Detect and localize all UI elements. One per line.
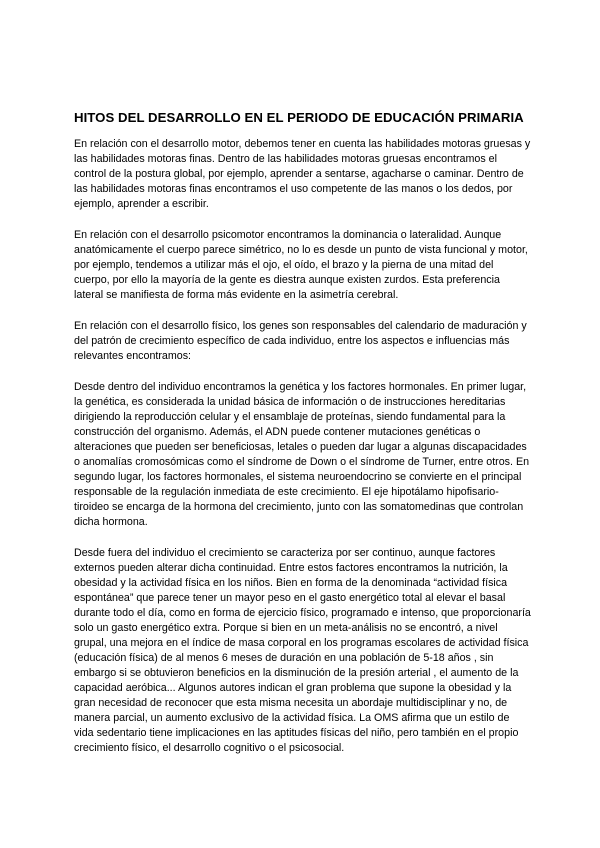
document-title: HITOS DEL DESARROLLO EN EL PERIODO DE EDUCACIÓN PRIMARIA bbox=[74, 110, 524, 125]
paragraph-physical-development: En relación con el desarrollo físico, los genes son responsables del calendario de maduración y del patrón de crecimiento específico de cada individuo, entre los aspectos e influencias más relevantes encontramos: bbox=[74, 320, 527, 362]
paragraph-motor-development: En relación con el desarrollo motor, debemos tener en cuenta las habilidades motoras gruesas y las habilidades motoras finas. Dentro de las habilidades motoras gruesas encontramos el control de la postura global, por ejemplo, aprender a sentarse, agacharse o caminar. Dentro de las habilidades motoras finas encontramos el uso competente de las manos o los dedos, por ejemplo, aprender a escribir. bbox=[74, 138, 531, 210]
document-body bbox=[74, 137, 532, 772]
paragraph-psychomotor-development: En relación con el desarrollo psicomotor encontramos la dominancia o lateralidad. Aunque anatómicamente el cuerpo parece simétrico, no lo es desde un punto de vista funcional y motor, por ejemplo, tendemos a utilizar más el ojo, el oído, el brazo y la pierna de una mitad del cuerpo, por ello la mayoría de la gente es diestra aunque existen zurdos. Esta preferencia lateral se manifiesta de forma más evidente en la asimetría cerebral. bbox=[74, 229, 528, 301]
paragraph-external-factors: Desde fuera del individuo el crecimiento se caracteriza por ser continuo, aunque factores externos pueden alterar dicha continuidad. Entre estos factores encontramos la nutrición, la obesidad y la actividad física en los niños. Bien en forma de la denominada “actividad física espontánea” que parece tener un mayor peso en el gasto energético total al elevar el basal durante todo el día, como en forma de ejercicio físico, programado e intenso, que proporcionaría solo un gasto energético extra. Porque si bien en un meta-análisis no se encontró, a nivel grupal, una mejora en el índice de masa corporal en los programas escolares de actividad física (educación física) de al menos 6 meses de duración en una población de 5-18 años , sin embargo si se obtuvieron beneficios en la disminución de la presión arterial , el aumento de la capacidad aeróbica... Algunos autores indican el gran problema que supone la obesidad y la gran necesidad de reconocer que esta misma necesita un abordaje multidisciplinar y no, de manera parcial, un aumento exclusivo de la actividad física. La OMS afirma que un estilo de vida sedentario tiene implicaciones en las aptitudes físicas del niño, pero también en el propio crecimiento físico, el desarrollo cognitivo o el psicosocial. bbox=[74, 547, 531, 754]
paragraph-internal-factors: Desde dentro del individuo encontramos la genética y los factores hormonales. En primer lugar, la genética, es considerada la unidad básica de información o de instrucciones hereditarias dirigiendo la reproducción celular y el ensamblaje de proteínas, siendo fundamental para la construcción del organismo. Además, el ADN puede contener mutaciones genéticas o alteraciones que pueden ser beneficiosas, letales o pueden dar lugar a algunas discapacidades o anomalías cromosómicas como el síndrome de Down o el síndrome de Turner, entre otros. En segundo lugar, los factores hormonales, el sistema neuroendocrino se convierte en el principal responsable de la regulación inmediata de este crecimiento. El eje hipotálamo hipofisario-tiroideo se encarga de la hormona del crecimiento, junto con las somatomedinas que controlan dicha hormona. bbox=[74, 381, 530, 528]
